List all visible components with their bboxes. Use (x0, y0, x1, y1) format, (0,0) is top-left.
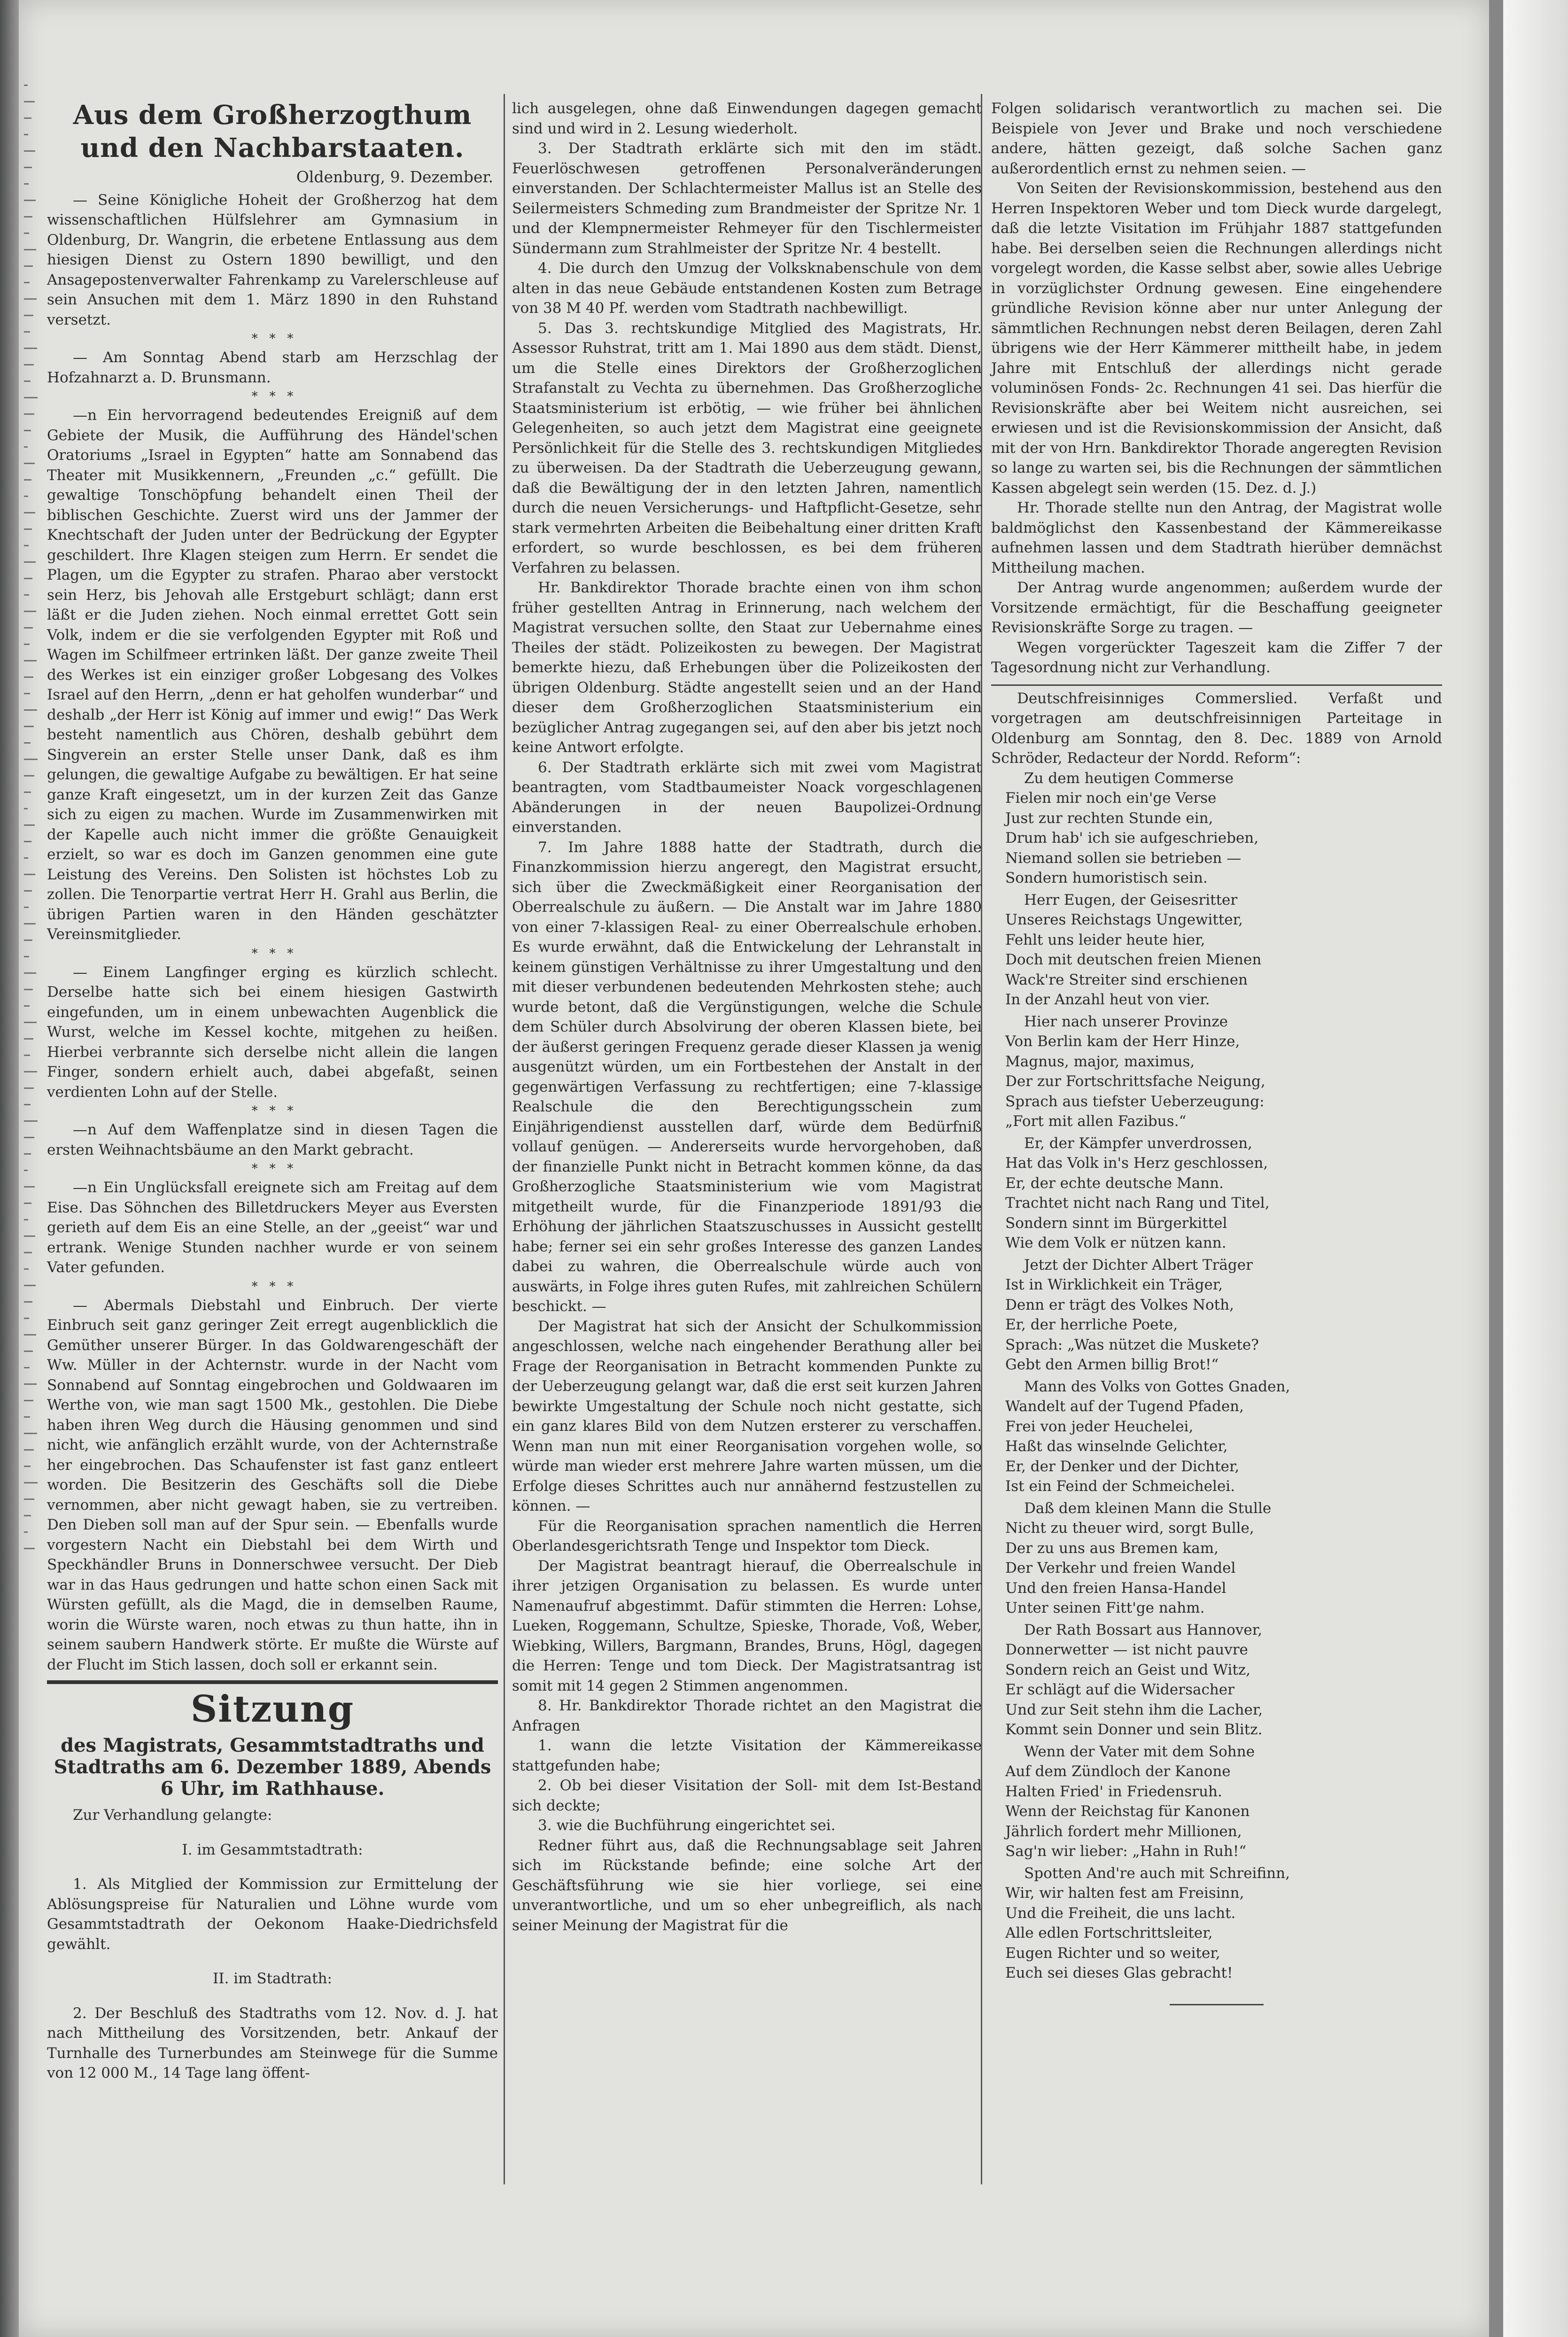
agenda-item: 5. Das 3. rechtskundige Mitglied des Magistrats, Hr. Assessor Ruhstrat, tritt am 1. Mai 1890 aus dem städt. Dienst, um die Stelle eines Direktors der Großherzoglichen Strafanstalt zu Vechta zu übernehmen. Das Großherzogliche Staatsministerium ist erbötig, — wie früher bei ähnlichen Gelegenheiten, so auch jetzt dem Magistrat eine geeignete Persönlichkeit für die Stelle des 3. rechtskundigen Mitgliedes zu überweisen. Da der Stadtrath die Ueberzeugung gewann, daß die Bewältigung der in den letzten Jahren, namentlich durch die neuen Versicherungs- und Haftpflicht-Gesetze, sehr stark vermehrten Arbeiten die Beibehaltung einer dritten Kraft erfordert, so wurde beschlossen, es bei dem früheren Verfahren zu belassen. (512, 319, 982, 576)
bleed-mark (24, 1120, 38, 1122)
poem-line: Daß dem kleinen Mann die Stulle (1024, 1499, 1272, 1517)
sitzung-headline: Sitzung (190, 1688, 355, 1731)
question-item: 3. wie die Buchführung eingerichtet sei. (538, 1817, 836, 1834)
poem-body (1005, 769, 1442, 1983)
poem-line: Just zur rechten Stunde ein, (1005, 809, 1213, 827)
bleed-mark (24, 364, 34, 365)
bleed-mark (24, 890, 32, 892)
agenda-part-heading: II. im Stadtrath: (212, 1970, 332, 1987)
agenda-item: Der Antrag wurde angenommen; außerdem wurde der Vorsitzende ermächtigt, für die Beschaffung geeigneter Revisionskräfte Sorge zu tragen. — (991, 579, 1442, 636)
sitzung-subheadline: des Magistrats, Gesammtstadtraths und Stadtraths am 6. Dezember 1889, Abends 6 Uhr, im Rathhause. (54, 1734, 491, 1800)
poem-line: Fielen mir noch ein'ge Verse (1005, 790, 1217, 807)
poem-line: Er, der echte deutsche Mann. (1005, 1174, 1224, 1192)
bleed-mark (24, 1055, 30, 1056)
bleed-mark (24, 923, 36, 924)
agenda-item: Wegen vorgerückter Tageszeit kam die Ziffer 7 der Tagesordnung nicht zur Verhandlung. (991, 639, 1442, 676)
poem-line: Jetzt der Dichter Albert Träger (1024, 1256, 1253, 1273)
book-binding-edge (0, 0, 19, 2337)
column-divider (504, 94, 505, 2184)
agenda-part-heading: I. im Gesammtstadtrath: (182, 1841, 363, 1858)
bleed-mark (24, 380, 31, 382)
bleed-mark (24, 676, 33, 678)
bleed-mark (24, 775, 34, 776)
news-paragraph: —n Auf dem Waffenplatze sind in diesen Tagen die ersten Weihnachtsbäume an den Markt gebracht. (47, 1121, 498, 1158)
poem-line: Denn er trägt des Volkes Noth, (1005, 1296, 1234, 1313)
bleed-mark (24, 117, 31, 119)
bleed-mark (24, 446, 28, 448)
bleed-mark (24, 1334, 36, 1335)
poem-line: Niemand sollen sie betrieben — (1005, 849, 1242, 867)
agenda-item: Der Magistrat beantragt hierauf, die Oberrealschule in ihrer jetzigen Organisation zu belassen. Es wurde unter Namenaufruf abgestimmt. Dafür stimmten die Herren: Lohse, Lueken, Roggemann, Schultze, Spieske, Thorade, Voß, Weber, Wiebking, Willers, Bargmann, Brandes, Bruns, Högl, dagegen die Herren: Tenge und tom Dieck. Der Magistratsantrag ist somit mit 14 gegen 2 Stimmen angenommen. (512, 1557, 982, 1694)
poem-line: Spotten And're auch mit Schreifinn, (1024, 1864, 1290, 1882)
news-paragraph: — Am Sonntag Abend starb am Herzschlag der Hofzahnarzt a. D. Brunsmann. (47, 349, 498, 386)
poem-line: Halten Fried' in Friedensruh. (1005, 1783, 1222, 1800)
bleed-mark (24, 101, 35, 102)
poem-line: Ist in Wirklichkeit ein Träger, (1005, 1276, 1223, 1293)
poem-line: Alle edlen Fortschrittsleiter, (1005, 1925, 1213, 1941)
poem-line: Kommt sein Donner und sein Blitz. (1005, 1721, 1263, 1738)
agenda-item: Für die Reorganisation sprachen namentlich die Herren Oberlandesgerichtsrath Tenge und Inspektor tom Dieck. (512, 1517, 982, 1554)
bleed-mark (24, 693, 30, 694)
bleed-mark (24, 1071, 37, 1072)
poem-line: Herr Eugen, der Geisesritter (1024, 891, 1238, 908)
poem-line: Zu dem heutigen Commerse (1024, 769, 1234, 787)
agenda-item: Redner führt aus, daß die Rechnungsablage seit Jahren sich im Rückstande befinde; eine solche Art der Geschäftsführung wie sie hier vorliege, sei eine unverantwortliche, und um so eher unbegreiflich, als nach seiner Meinung der Magistrat für die (512, 1837, 982, 1934)
poem-line: Gebt den Armen billig Brot!“ (1005, 1356, 1219, 1373)
bleed-mark (24, 233, 29, 234)
bleed-mark (24, 1022, 37, 1023)
poem-line: Trachtet nicht nach Rang und Titel, (1005, 1195, 1270, 1211)
news-paragraph: — Seine Königliche Hoheit der Großherzog hat dem wissenschaftlichen Hülfslehrer am Gymnasium in Oldenburg, Dr. Wangrin, die erbetene Entlassung aus dem hiesigen Dienst zu Ostern 1890 bewilligt, und den Ansagepostenverwalter Fahrenkamp zu Varelerschleuse auf sein Ansuchen mit dem 1. März 1890 in den Ruhstand versetzt. (47, 191, 498, 328)
bleed-mark (24, 397, 38, 398)
bleed-mark (24, 134, 28, 135)
bleed-mark (24, 939, 32, 941)
bleed-mark (24, 874, 35, 875)
bleed-mark (24, 561, 36, 563)
poem-line: Drum hab' ich sie aufgeschrieben, (1005, 830, 1259, 846)
question-item: 2. Ob bei dieser Visitation der Soll- mit dem Ist-Bestand sich deckte; (512, 1777, 982, 1814)
bleed-mark (24, 1252, 32, 1253)
poem-line: Hat das Volk in's Herz geschlossen, (1005, 1155, 1268, 1172)
bleed-mark (24, 660, 37, 661)
agenda-item: Der Magistrat hat sich der Ansicht der Schulkommission angeschlossen, welche nach eingehender Berathung aller bei Frage der Reorganisation in Betracht kommenden Punkte zu der Ueberzeugung gelangt war, daß die erst seit kurzen Jahren bewirkte Umgestaltung der Schule noch nicht gestatte, sich ein ganz klares Bild von dem Nutzen ersterer zu verschaffen. Wenn man nun mit einer Reorganisation vorgehen wolle, so würde man wieder erst mehrere Jahre warten müssen, um die Erfolge dieses Schrittes auch nur annähernd festzustellen zu können. — (512, 1318, 982, 1514)
bleed-mark (24, 709, 37, 711)
bleed-mark (24, 1318, 29, 1319)
bleed-mark (24, 1153, 31, 1155)
poem-line: Auf dem Zündloch der Kanone (1005, 1763, 1231, 1780)
bleed-mark (24, 85, 28, 86)
bleed-mark (24, 956, 29, 957)
bleed-mark (24, 167, 32, 168)
asterisk-separator: * * * (251, 389, 294, 404)
agenda-item: Von Seiten der Revisionskommission, bestehend aus den Herren Inspektoren Weber und tom Dieck wurde dargelegt, daß die letzte Visitation im Frühjahr 1887 stattgefunden habe. Bei derselben seien die Rechnungen allerdings nicht vorgelegt worden, die Kasse selbst aber, sowie alles Uebrige in vorzüglichster Ordnung gewesen. Eine eingehendere gründliche Revision könne aber nur unter Anlegung der sämmtlichen Rechnungen nebst deren Beilagen, deren Zahl übrigens wie der Herr Kämmerer mittheilt habe, in jedem Jahre mit Entschluß der allerdings nicht gerade voluminösen Fonds- 2c. Rechnungen 41 sei. Das hierfür die Revisionskräfte aber bei Weitem nicht ausreichen, sei erwiesen und ist die Revisionskommission der Ansicht, daß mit der von Hrn. Bankdirektor Thorade angeregten Revision so lange zu warten sei, bis die Rechnungen der sämmtlichen Kassen abgelegt sein werden (15. Dez. d. J.) (991, 180, 1442, 497)
bleed-mark (24, 1367, 30, 1368)
bleed-mark (24, 1449, 34, 1451)
bleed-mark (24, 1268, 29, 1270)
bleed-mark (24, 989, 33, 990)
poem-line: Der zu uns aus Bremen kam, (1005, 1539, 1219, 1557)
news-paragraph: —n Ein hervorragend bedeutendes Ereigniß auf dem Gebiete der Musik, die Aufführung des Händel'schen Oratoriums „Israel in Egypten“ hatte am Sonnabend das Theater mit Musikkennern, „Freunden „c.“ gefüllt. Die gewaltige Tonschöpfung behandelt einen Theil der biblischen Geschichte. Zuerst wird uns der Jammer der Knechtschaft der Juden unter der Bedrückung der Egypter geschildert. Ihre Klagen steigen zum Herrn. Er sendet die Plagen, um die Egypter zu strafen. Pharao aber verstockt sein Herz, bis Jehovah alle Erstgeburt schlägt; dann erst läßt er die Juden ziehen. Noch einmal errettet Gott sein Volk, indem er die sie verfolgenden Egypter mit Roß und Wagen im Schilfmeer ertrinken läßt. Der ganze zweite Theil des Werkes ist ein einziger großer Lobgesang des Volkes Israel auf den Herrn, „denn er hat geholfen wunderbar“ und deshalb „der Herr ist König auf immer und ewig!“ Das Werk besteht namentlich aus Chören, deshalb gebührt dem Singverein an erster Stelle unser Dank, daß es ihm gelungen, die gewaltige Aufgabe zu bewältigen. Er hat seine ganze Kraft eingesetzt, um in der kurzen Zeit das Ganze sich zu eigen zu machen. Wurde im Zusammenwirken mit der Kapelle auch nicht immer die größte Genauigkeit erzielt, so war es doch im Ganzen genommen eine gute Leistung des Vereins. Den Solisten ist höchstes Lob zu zollen. Die Tenorpartie vertrat Herr H. Grahl aus Berlin, die übrigen Partien waren in den Händen geschätzter Vereinsmitglieder. (47, 407, 498, 943)
bleed-mark (24, 216, 32, 217)
agenda-item: Hr. Thorade stellte nun den Antrag, der Magistrat wolle baldmöglichst den Kassenbestand der Kämmereikasse aufnehmen lassen und dem Stadtrath hierüber demnächst Mittheilung machen. (991, 499, 1442, 576)
news-paragraph: — Abermals Diebstahl und Einbruch. Der vierte Einbruch seit ganz geringer Zeit erregt augenblicklich die Gemüther unserer Bürger. In das Goldwarengeschäft der Ww. Müller in der Achternstr. wurde in der Nacht vom Sonnabend auf Sonntag eingebrochen und Goldwaaren im Werthe von, wie man sagt 1500 Mk., gestohlen. Die Diebe haben ihren Weg durch die Häusing genommen und sind nicht, wie anfänglich erzählt wurde, von der Achternstraße her eingebrochen. Das Schaufenster ist fast ganz entleert worden. Die Besitzerin des Geschäfts soll die Diebe vernommen, aber nicht gewagt haben, sie zu vertreiben. Den Dieben soll man auf der Spur sein. — Ebenfalls wurde vorgestern Nacht ein Diebstahl bei dem Wirth und Speckhändler Bruns in Donnerschwee versucht. Der Dieb war in das Haus gedrungen und hatte schon einen Sack mit Würsten gefüllt, als die Magd, die in demselben Raume, worin die Würste waren, noch etwas zu thun hatte, ihn in seinem saubern Handwerk störte. Er mußte die Würste auf der Flucht im Stich lassen, doch soll er erkannt sein. (47, 1297, 498, 1673)
column-1 (47, 89, 498, 2083)
bleed-mark (24, 200, 36, 201)
bleed-mark (24, 1498, 34, 1500)
poem-line: Der zur Fortschrittsfache Neigung, (1005, 1073, 1265, 1090)
page-stack-edge (1503, 0, 1568, 2337)
agenda-intro: Zur Verhandlung gelangte: (73, 1807, 272, 1824)
column-2 (512, 99, 982, 1935)
poem-line: Wack're Streiter sind erschienen (1005, 971, 1248, 988)
poem-line: Eugen Richter und so weiter, (1005, 1944, 1220, 1962)
heavy-rule (47, 1680, 498, 1684)
poem-line: Wenn der Reichstag für Kanonen (1005, 1803, 1250, 1820)
bleed-mark (24, 348, 37, 349)
bleed-mark (24, 742, 31, 744)
bleed-mark (24, 907, 29, 908)
bleed-mark (24, 1005, 30, 1007)
bleed-mark (24, 528, 32, 530)
poem-line: Der Rath Bossart aus Hannover, (1024, 1621, 1263, 1638)
poem-line: Unseres Reichstags Ungewitter, (1005, 911, 1243, 928)
bleed-mark (24, 315, 33, 316)
bleed-mark (24, 611, 36, 612)
poem-line: Wie dem Volk er nützen kann. (1005, 1234, 1226, 1251)
asterisk-separator: * * * (251, 1104, 294, 1118)
agenda-item: 4. Die durch den Umzug der Volksknabenschule von dem alten in das neue Gebäude entstandenen Kosten zum Betrage von 38 M 40 Pf. werden vom Stadtrath nachbewilligt. (512, 260, 982, 317)
agenda-item: Hr. Bankdirektor Thorade brachte einen von ihm schon früher gestellten Antrag in Erinnerung, nach welchem der Magistrat versuchen sollte, den Staat zur Uebernahme eines Theiles der städt. Polizeikosten zu bewegen. Der Magistrat bemerkte hiezu, daß Erhebungen über die Polizeikosten der übrigen Oldenburg. Städte angestellt seien und an der Hand dieser dem Großherzoglichen Staatsministerium ein bezüglicher Antrag zugegangen sei, auf den aber bis jetzt noch keine Antwort erfolgte. (512, 579, 982, 756)
bleed-mark (24, 644, 30, 645)
poem-line: Er, der Kämpfer unverdrossen, (1024, 1134, 1252, 1152)
closing-rule (1170, 2004, 1264, 2005)
poem-line: Sondern reich an Geist und Witz, (1005, 1661, 1251, 1678)
poem-line: Und den freien Hansa-Handel (1005, 1579, 1226, 1597)
bleed-mark (24, 1515, 31, 1516)
agenda-item: 8. Hr. Bankdirektor Thorade richtet an den Magistrat die Anfragen (512, 1697, 982, 1734)
bleed-mark (24, 496, 28, 497)
bleed-mark (24, 1104, 31, 1105)
bleed-mark (24, 578, 32, 579)
bleed-mark (24, 1038, 33, 1040)
bleed-mark (24, 1383, 37, 1385)
bleed-mark (24, 479, 31, 481)
bleed-mark (24, 1400, 33, 1401)
bleed-mark (24, 150, 35, 152)
poem-line: Und die Freiheit, die uns lacht. (1005, 1904, 1236, 1922)
poem-line: Fehlt uns leider heute hier, (1005, 931, 1205, 948)
dateline: Oldenburg, 9. Dezember. (296, 168, 493, 186)
poem-line: Sag'n wir lieber: „Hahn in Ruh!“ (1005, 1843, 1247, 1860)
bleed-mark (24, 1416, 30, 1418)
agenda-item: 6. Der Stadtrath erklärte sich mit zwei vom Magistrat beantragten, vom Stadtbaumeister Noack vorgeschlagenen Abänderungen in der neuen Baupolizei-Ordnung einverstanden. (512, 759, 982, 836)
question-item: 1. wann die letzte Visitation der Kämmereikasse stattgefunden habe; (512, 1737, 982, 1774)
agenda-item: 7. Im Jahre 1888 hatte der Stadtrath, durch die Finanzkommission hierzu angeregt, den Magistrat ersucht, sich über die Zweckmäßigkeit einer Reorganisation der Oberrealschule zu äußern. — Die Anstalt war im Jahre 1880 von einer 7-klassigen Real- zu einer Oberrealschule erhoben. Es wurde erwähnt, daß die Entwickelung der Lehranstalt in keinem günstigen Verhältnisse zu ihrer Umgestaltung und den mit dieser verbundenen bedeutenden Mehrkosten stehe; auch wurde betont, daß die Vergünstigungen, welche die Schule dem Schüler durch Absolvirung der oberen Klassen biete, bei der äußerst geringen Frequenz gerade dieser Klassen ja wenig ausgenützt würden, um ein Fortbestehen der Anstalt in der gegenwärtigen Verfassung zu rechtfertigen; eine 7-klassige Realschule die den Berechtigungsschein zum Einjährigendienst ausstellen darf, würde dem Bedürfniß vollauf genügen. — Andererseits wurde hervorgehoben, daß der finanzielle Punkt nicht in Betracht kommen könne, da das Großherzogliche Staatsministerium wie vom Magistrat mitgetheilt wurde, für die Finanzperiode 1891/93 die Erhöhung der jährlichen Staatszuschusses in Aussicht gestellt habe; ferner sei ein sehr großes Interesse des ganzen Landes dabei zu wahren, die Oberrealschule würde auch von auswärts, in Folge ihres guten Rufes, mit zahlreichen Schülern beschickt. — (512, 839, 982, 1315)
bleed-mark (24, 824, 35, 826)
poem-line: Nicht zu theuer wird, sorgt Bulle, (1005, 1520, 1254, 1537)
bleed-mark (24, 759, 38, 760)
page-fold-shadow (1489, 0, 1503, 2337)
bleed-mark (24, 1186, 35, 1188)
bleed-mark (24, 1137, 34, 1138)
poem-line: Er schlägt auf die Widersacher (1005, 1681, 1234, 1698)
bleed-mark (24, 1087, 34, 1089)
bleed-mark (24, 1466, 31, 1467)
poem-line: Er, der Denker und der Dichter, (1005, 1458, 1240, 1475)
poem-line: Unter seinen Fitt'ge nahm. (1005, 1599, 1205, 1616)
poem-line: Von Berlin kam der Herr Hinze, (1005, 1033, 1240, 1050)
bleed-mark (24, 249, 36, 250)
bleed-mark (24, 265, 33, 267)
poem-line: Mann des Volks von Gottes Gnaden, (1024, 1378, 1290, 1395)
poem-line: Euch sei dieses Glas gebracht! (1005, 1964, 1233, 1981)
bleed-mark (24, 1235, 35, 1237)
poem-line: Wenn der Vater mit dem Sohne (1024, 1743, 1255, 1760)
poem-line: Sprach aus tiefster Ueberzeugung: (1005, 1093, 1265, 1110)
poem-line: Ist ein Feind der Schmeichelei. (1005, 1478, 1235, 1495)
bleed-mark (24, 1219, 28, 1220)
bleed-mark (24, 841, 31, 842)
agenda-continuation: Folgen solidarisch verantwortlich zu machen sei. Die Beispiele von Jever und Brake und noch verschiedene andere, hätten gezeigt, daß solche Sachen ganz außerordentlich ernst zu nehmen seien. — (991, 100, 1442, 177)
bleed-mark (24, 857, 28, 859)
bleed-mark (24, 512, 35, 513)
bleed-mark (24, 726, 34, 727)
poem-line: Haßt das winselnde Gelichter, (1005, 1438, 1228, 1455)
bleed-mark (24, 1531, 28, 1533)
section-title: Aus dem Großherzogthum und den Nachbarstaaten. (73, 100, 472, 163)
bleed-mark (24, 1285, 36, 1286)
bleed-mark (24, 1433, 37, 1434)
asterisk-separator: * * * (251, 332, 294, 346)
bleed-mark (24, 430, 31, 431)
bleed-mark (24, 463, 35, 464)
poem-line: Er, der herrliche Poete, (1005, 1316, 1178, 1333)
bleed-mark (24, 331, 30, 333)
bleed-mark (24, 1482, 38, 1483)
poem-line: Sprach: „Was nützet die Muskete? (1005, 1336, 1259, 1353)
bleed-mark (24, 545, 29, 546)
agenda-item: 3. Der Stadtrath erklärte sich mit den im städt. Feuerlöschwesen getroffenen Personalveränderungen einverstanden. Der Schlachtermeister Mallus ist an Stelle des Seilermeisters Schmeding zum Brandmeister der Spritze Nr. 1 und der Klempnermeister Rehmeyer für den Tischlermeister Sündermann zum Strahlmeister der Spritze Nr. 4 bestellt. (512, 140, 982, 257)
bleed-mark (24, 1548, 35, 1549)
bleed-mark (24, 298, 37, 300)
poem-line: Sondern humoristisch sein. (1005, 870, 1208, 886)
poem-intro: Deutschfreisinniges Commerslied. Verfaßt und vorgetragen am deutschfreisinnigen Parteitage in Oldenburg am Sonntag, den 8. Dec. 1889 von Arnold Schröder, Redacteur der Nordd. Reform“: (991, 690, 1442, 767)
poem-line: Wir, wir halten fest am Freisinn, (1005, 1885, 1244, 1902)
poem-line: Wandelt auf der Tugend Pfaden, (1005, 1398, 1244, 1415)
previous-page-bleed (21, 85, 40, 2057)
section-rule (991, 684, 1442, 686)
bleed-mark (24, 1203, 31, 1204)
poem-line: Donnerwetter — ist nicht pauvre (1005, 1641, 1248, 1658)
agenda-item: 2. Der Beschluß des Stadtraths vom 12. Nov. d. J. hat nach Mittheilung des Vorsitzenden, betr. Ankauf der Turnhalle des Turnerbundes am Steinwege für die Summe von 12 000 M., 14 Tage lang öffent- (47, 2004, 498, 2081)
news-paragraph: — Einem Langfinger erging es kürzlich schlecht. Derselbe hatte sich bei einem hiesigen Gastwirth eingefunden, um in einem unbewachten Augenblick die Wurst, welche im Kessel kochte, mitgehen zu heißen. Hierbei verbrannte sich derselbe nicht allein die langen Finger, sondern erhielt auch, dabei abgefaßt, seinen verdienten Lohn auf der Stelle. (47, 963, 498, 1101)
bleed-mark (24, 1351, 33, 1352)
news-paragraph: —n Ein Unglücksfall ereignete sich am Freitag auf dem Eise. Das Söhnchen des Billetdruckers Meyer aus Eversten gerieth auf dem Eis an eine Stelle, an der „geeist“ war und ertrank. Wenige Stunden nachher wurde er von seinem Vater gefunden. (47, 1179, 498, 1276)
bleed-mark (24, 808, 28, 809)
poem-line: Doch mit deutschen freien Mienen (1005, 951, 1262, 968)
poem-line: In der Anzahl heut von vier. (1005, 991, 1210, 1008)
poem-line: Hier nach unserer Provinze (1024, 1013, 1228, 1030)
bleed-mark (24, 594, 29, 596)
bleed-mark (24, 1301, 32, 1303)
bleed-mark (24, 1170, 28, 1171)
agenda-continuation: lich ausgelegen, ohne daß Einwendungen dagegen gemacht sind und wird in 2. Lesung wiederholt. (512, 100, 982, 137)
poem-line: Jährlich fordert mehr Millionen, (1005, 1823, 1242, 1840)
poem-line: Frei von jeder Heuchelei, (1005, 1418, 1194, 1435)
poem-line: Der Verkehr und freien Wandel (1005, 1560, 1236, 1576)
poem-line: Und zur Seit stehn ihm die Lacher, (1005, 1701, 1263, 1718)
column-3 (991, 99, 1442, 2005)
bleed-mark (24, 413, 34, 415)
poem-line: Sondern sinnt im Bürgerkittel (1005, 1214, 1227, 1232)
bleed-mark (24, 972, 36, 974)
bleed-mark (24, 183, 29, 185)
poem-line: Magnus, major, maximus, (1005, 1053, 1195, 1070)
poem-line: „Fort mit allen Fazibus.“ (1005, 1113, 1187, 1130)
asterisk-separator: * * * (251, 1162, 294, 1176)
agenda-item: 1. Als Mitglied der Kommission zur Ermittelung der Ablösungspreise für Naturalien und Löhne wurde vom Gesammtstadtrath der Oekonom Haake-Diedrichsfeld gewählt. (47, 1876, 498, 1953)
bleed-mark (24, 792, 31, 793)
asterisk-separator: * * * (251, 1279, 294, 1294)
asterisk-separator: * * * (251, 946, 294, 961)
bleed-mark (24, 627, 33, 629)
bleed-mark (24, 282, 30, 283)
